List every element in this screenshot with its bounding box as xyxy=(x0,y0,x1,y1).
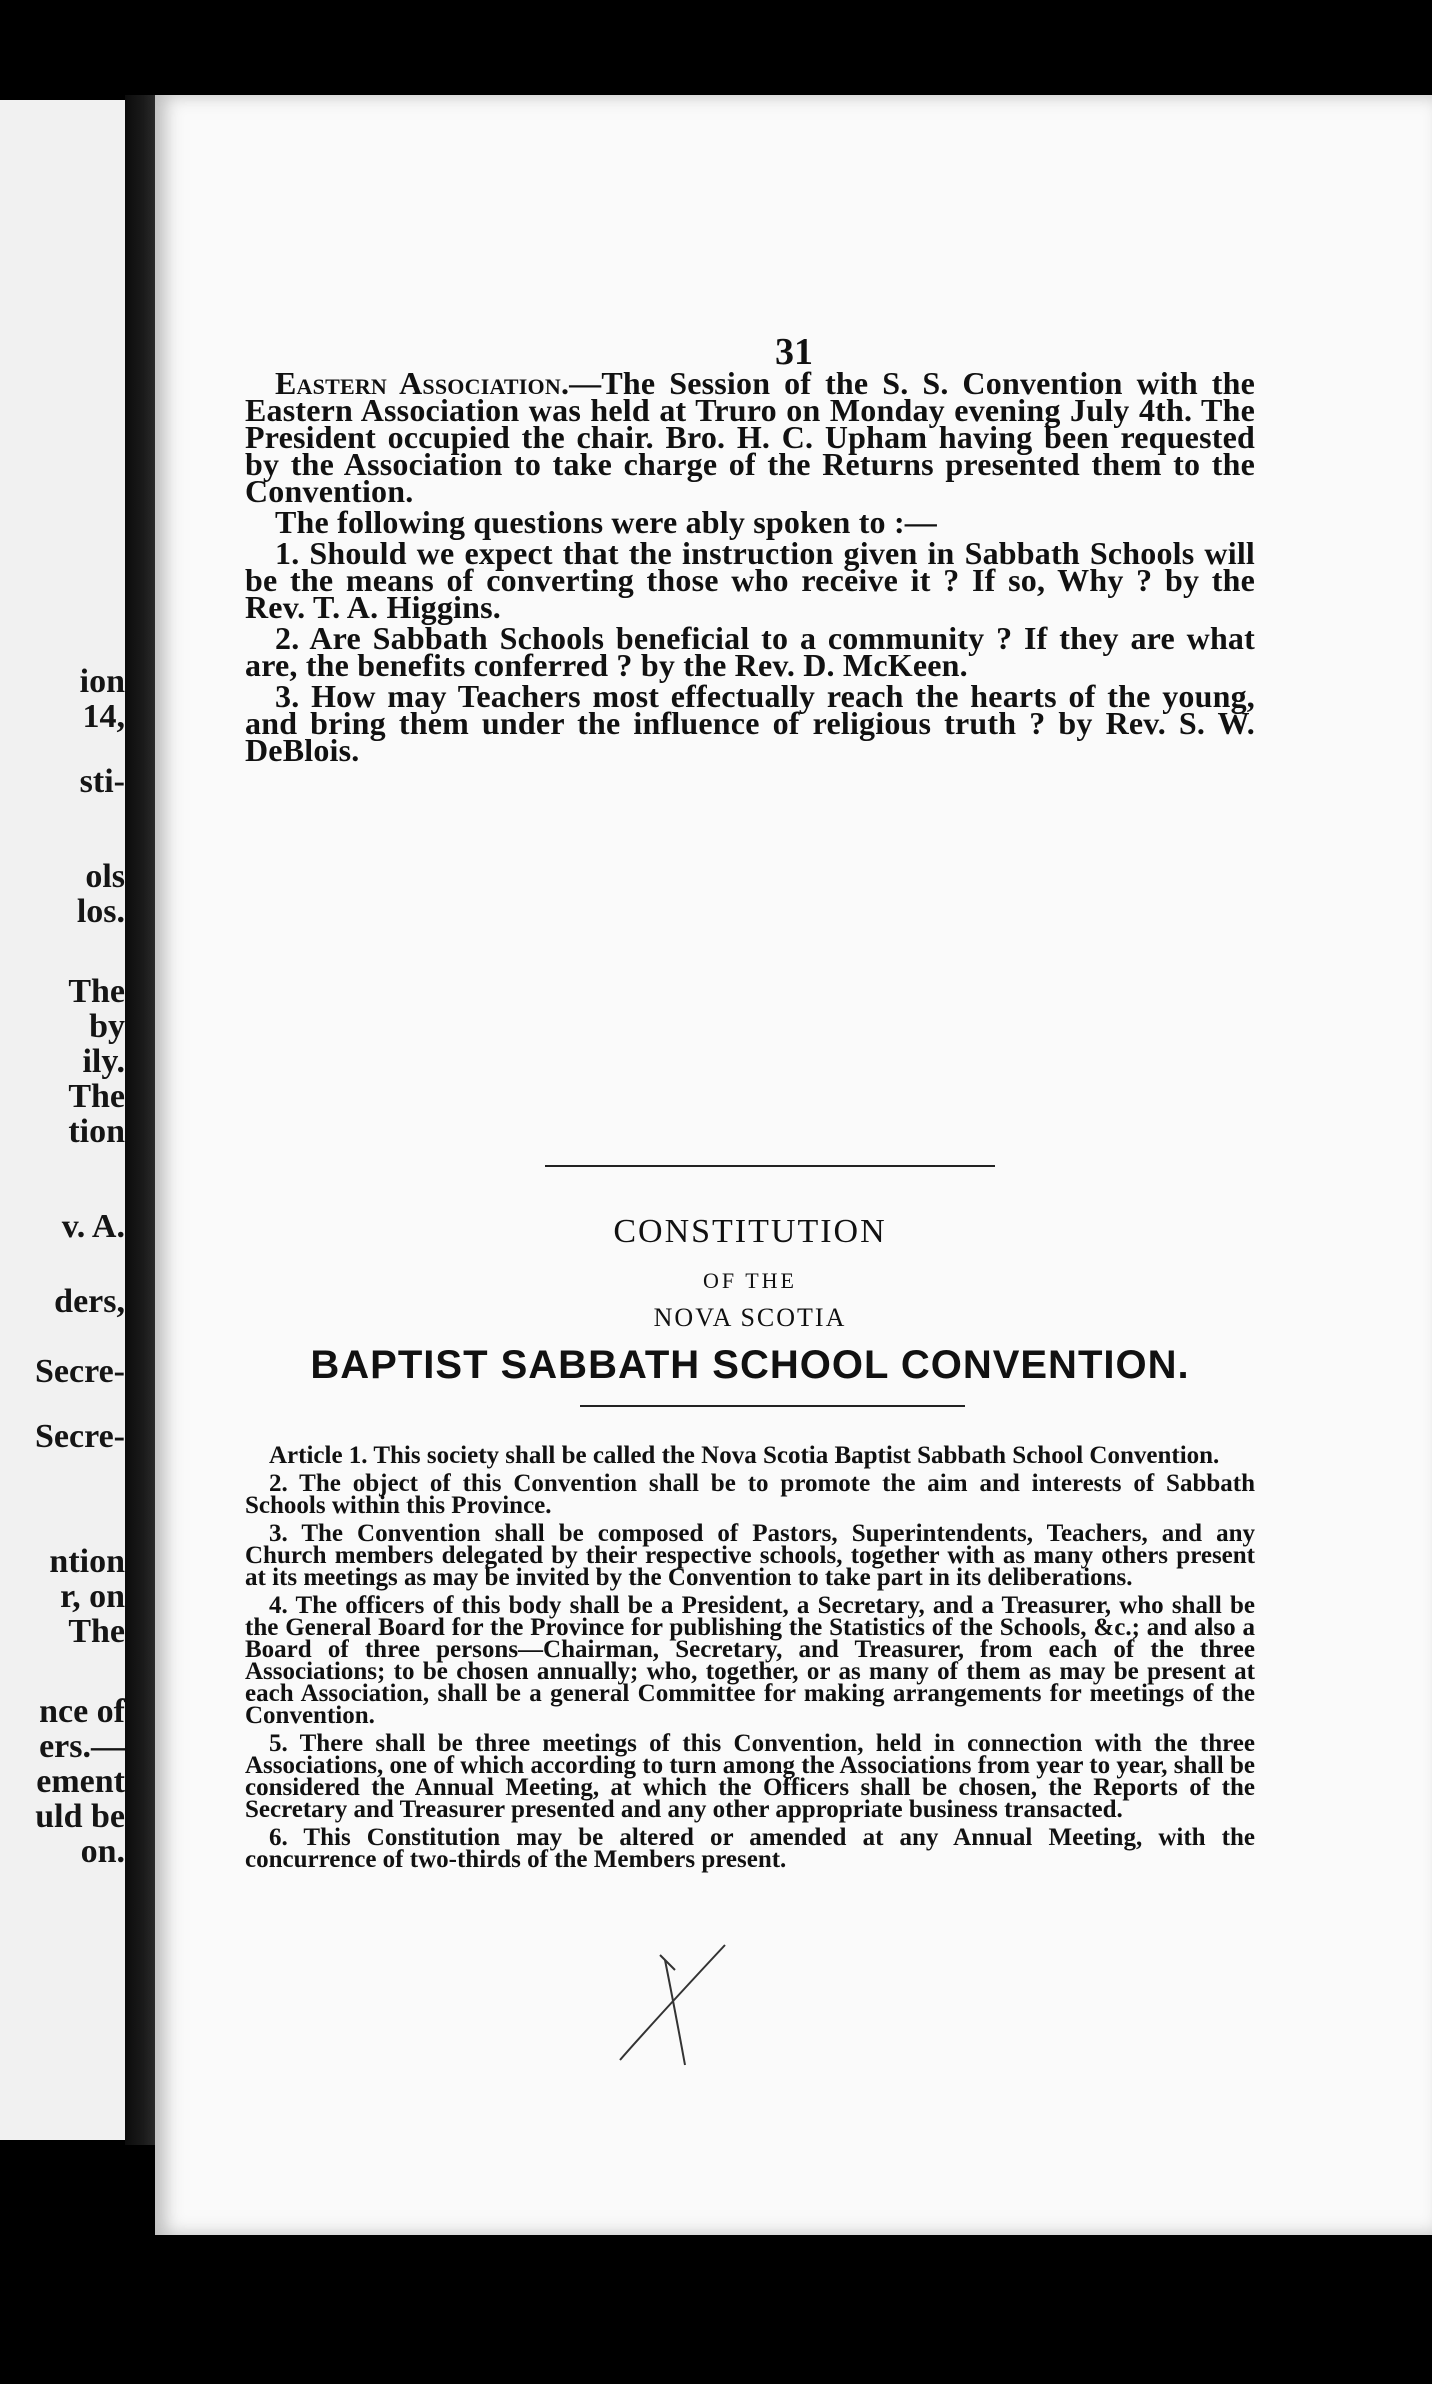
left-page-fragment-line: ntion xyxy=(49,1543,125,1580)
left-page-fragment-line: ers.— xyxy=(39,1728,125,1765)
previous-page-fragment xyxy=(0,100,125,2140)
eastern-association-label: Eastern Association. xyxy=(275,365,570,401)
eastern-association-paragraph xyxy=(245,365,1255,509)
questions-intro: The following questions were ably spoken to :— xyxy=(275,504,938,540)
left-page-fragment-line: v. A. xyxy=(61,1208,125,1245)
eastern-association-text: —The Session of the S. S. Convention with the Eastern Association was held at Truro on Monday evening July 4th. The President occupied the chair. Bro. H. C. Upham having been requested by the Association to take charge of the Returns presented them to the Convention. xyxy=(245,365,1255,509)
article-4: 4. The officers of this body shall be a President, a Secretary, and a Treasurer, who shall be the General Board for the Province for publishing the Statistics of the Schools, &c.; and also a Board of three persons—Chairman, Secretary, and Treasurer, from each of the three Associations; to be chosen annually; who, together, or as many of them as may be present at each Association, shall be a general Committee for making arrangements for meetings of the Convention. xyxy=(245,1592,1255,1729)
page-number: 31 xyxy=(775,331,813,373)
left-page-fragment-line: nce of xyxy=(39,1693,125,1730)
left-page-fragment-line: tion xyxy=(68,1113,125,1150)
left-page-fragment-line: on. xyxy=(80,1833,125,1870)
constitution-province: NOVA SCOTIA xyxy=(653,1303,847,1332)
page-gutter xyxy=(125,95,155,2145)
constitution-title: CONSTITUTION xyxy=(613,1213,887,1250)
article-1: Article 1. This society shall be called the Nova Scotia Baptist Sabbath School Convention. xyxy=(269,1442,1220,1469)
page xyxy=(155,95,1432,2235)
left-page-fragment-line: The xyxy=(68,1613,125,1650)
left-page-fragment-line: The xyxy=(68,1078,125,1115)
section-divider xyxy=(545,1165,995,1167)
convention-name: BAPTIST SABBATH SCHOOL CONVENTION. xyxy=(310,1343,1190,1387)
heading-divider xyxy=(580,1405,965,1407)
left-page-fragment-line: los. xyxy=(76,893,125,930)
article-3: 3. The Convention shall be composed of Pastors, Superintendents, Teachers, and any Church members delegated by their respective schools, together with as many others present at its meetings as may be invited by the Convention to take part in its deliberations. xyxy=(245,1520,1255,1591)
left-page-fragment-line: ders, xyxy=(54,1283,125,1320)
articles-list xyxy=(245,1442,1255,1877)
left-page-fragment-line: by xyxy=(89,1008,125,1045)
left-page-fragment-line: 14, xyxy=(82,698,125,735)
question-2: 2. Are Sabbath Schools beneficial to a community ? If they are what are, the benefits conferred ? by the Rev. D. McKeen. xyxy=(245,620,1255,683)
left-page-fragment-line: ols xyxy=(85,858,125,895)
left-page-fragment-line: The xyxy=(68,973,125,1010)
article-6: 6. This Constitution may be altered or amended at any Annual Meeting, with the concurrence of two-thirds of the Members present. xyxy=(245,1824,1255,1873)
question-3: 3. How may Teachers most effectually reach the hearts of the young, and bring them under the influence of religious truth ? by Rev. S. W. DeBlois. xyxy=(245,678,1255,768)
left-page-fragment-line: ily. xyxy=(82,1043,125,1080)
constitution-of-the: OF THE xyxy=(703,1268,797,1293)
eastern-association-section xyxy=(245,365,1255,768)
article-5: 5. There shall be three meetings of this Convention, held in connection with the three Associations, one of which according to turn among the Associations from year to year, shall be considered the Annual Meeting, at which the Officers shall be chosen, the Reports of the Secretary and Treasurer presented and any other appropriate business transacted. xyxy=(245,1730,1255,1823)
left-page-fragment-line: ement xyxy=(36,1763,125,1800)
left-page-fragment-line: sti- xyxy=(79,763,125,800)
left-page-fragment-line: Secre- xyxy=(35,1418,125,1455)
left-page-fragment-line: Secre- xyxy=(35,1353,125,1390)
left-page-fragment-line: uld be xyxy=(35,1798,125,1835)
left-page-fragment-line: ion xyxy=(79,663,125,700)
pencil-mark-icon xyxy=(615,1930,755,2070)
question-1: 1. Should we expect that the instruction given in Sabbath Schools will be the means of converting those who receive it ? If so, Why ? by the Rev. T. A. Higgins. xyxy=(245,535,1255,625)
left-page-fragment-line: r, on xyxy=(60,1578,125,1615)
article-2: 2. The object of this Convention shall be to promote the aim and interests of Sabbath Schools within this Province. xyxy=(245,1470,1255,1519)
